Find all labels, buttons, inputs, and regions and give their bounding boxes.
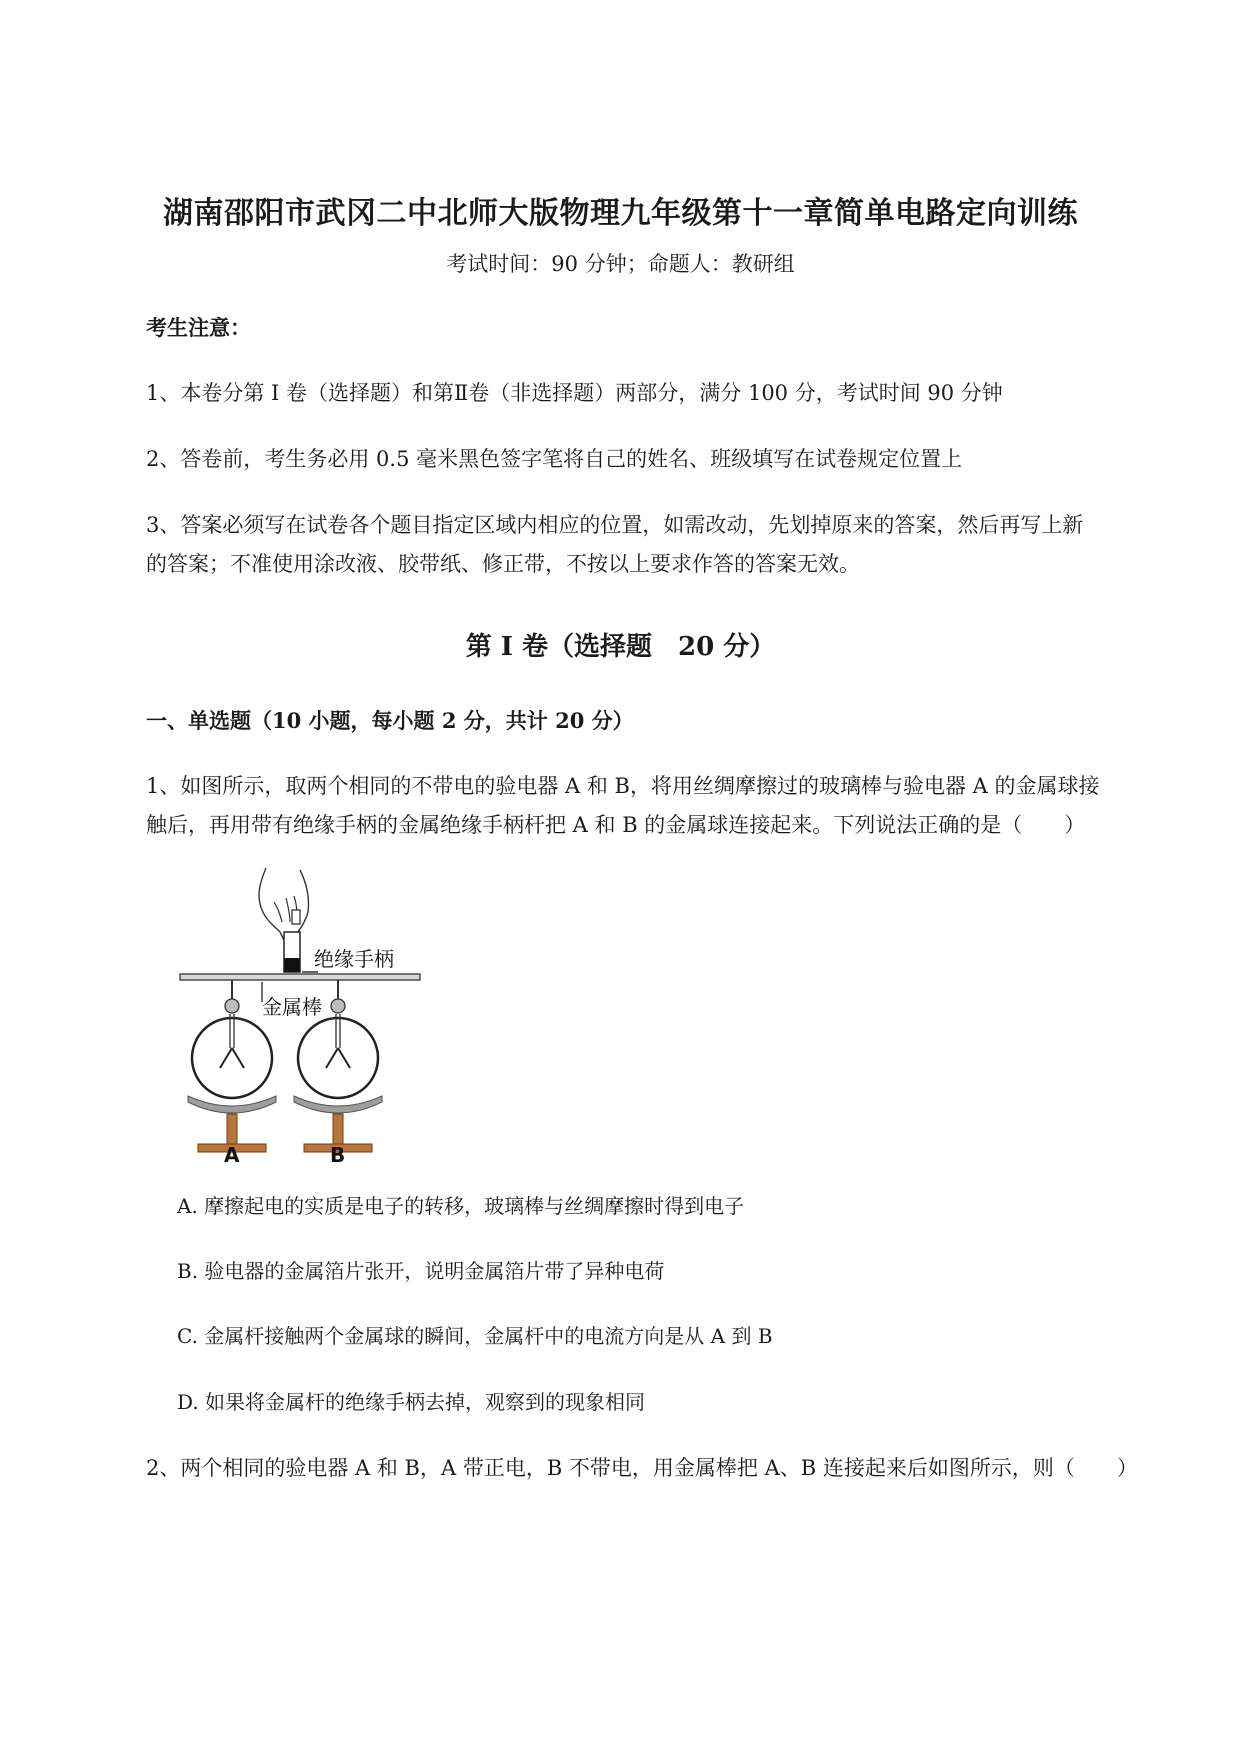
hand-illustration [259,868,308,940]
question-1-line-2: 触后，再用带有绝缘手柄的金属绝缘手柄杆把 A 和 B 的金属球连接起来。下列说法正确的是（ ） [146,813,1086,837]
notice-item-3-line-1: 3、答案必须写在试卷各个题目指定区域内相应的位置，如需改动，先划掉原来的答案，然后再写上新 [146,513,1084,537]
label-a: A [224,1143,240,1162]
notice-heading: 考生注意： [146,315,251,340]
electroscope-diagram [170,862,430,1162]
label-insulating-handle: 绝缘手柄 [314,947,394,971]
question-1-option-a: A. 摩擦起电的实质是电子的转移，玻璃棒与丝绸摩擦时得到电子 [177,1194,745,1218]
metal-rod [180,974,420,980]
question-1-option-d: D. 如果将金属杆的绝缘手柄去掉，观察到的现象相同 [177,1390,646,1414]
electroscope-figure [170,862,430,1162]
question-2-line-1: 2、两个相同的验电器 A 和 B，A 带正电，B 不带电，用金属棒把 A、B 连接起来后如图所示，则（ ） [146,1456,1138,1480]
label-b: B [330,1143,346,1162]
notice-item-3-line-2: 的答案；不准使用涂改液、胶带纸、修正带，不按以上要求作答的答案无效。 [146,552,860,576]
exam-title: 湖南邵阳市武冈二中北师大版物理九年级第十一章简单电路定向训练 [163,196,1078,231]
question-1-option-c: C. 金属杆接触两个金属球的瞬间，金属杆中的电流方向是从 A 到 B [177,1324,773,1348]
question-1-option-b: B. 验电器的金属箔片张开，说明金属箔片带了异种电荷 [177,1259,665,1283]
question-1-line-1: 1、如图所示，取两个相同的不带电的验电器 A 和 B，将用丝绸摩擦过的玻璃棒与验电器 A 的金属球接 [146,774,1100,798]
exam-subtitle: 考试时间：90 分钟；命题人：教研组 [446,252,795,276]
part-heading: 一、单选题（10 小题，每小题 2 分，共计 20 分） [146,708,634,733]
notice-item-2: 2、答卷前，考生务必用 0.5 毫米黑色签字笔将自己的姓名、班级填写在试卷规定位置上 [146,447,963,471]
section-title: 第 I 卷（选择题 20 分） [465,632,776,662]
notice-item-1: 1、本卷分第 I 卷（选择题）和第Ⅱ卷（非选择题）两部分，满分 100 分，考试时间 90 分钟 [146,381,1003,405]
label-metal-rod: 金属棒 [262,995,322,1019]
